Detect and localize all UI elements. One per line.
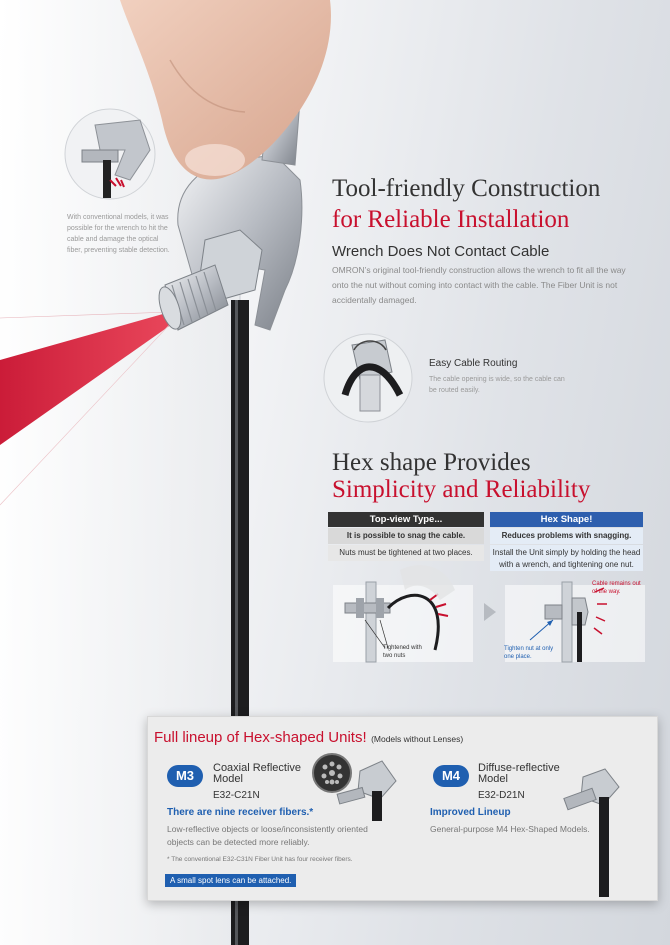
section2-title-line1: Hex shape Provides bbox=[332, 449, 531, 476]
m3-badge: M3 bbox=[167, 765, 203, 787]
m3-lens-tag: A small spot lens can be attached. bbox=[165, 874, 296, 887]
lineup-title: Full lineup of Hex-shaped Units! bbox=[154, 729, 367, 746]
routing-title: Easy Cable Routing bbox=[429, 358, 518, 369]
m3-product-illustration bbox=[310, 751, 400, 821]
top-view-row2: Nuts must be tightened at two places. bbox=[328, 545, 484, 561]
hex-callout-bottom: Tighten nut at only one place. bbox=[504, 646, 554, 660]
top-view-callout: Tightened with two nuts bbox=[383, 645, 422, 659]
m3-footnote: * The conventional E32-C31N Fiber Unit has four receiver fibers. bbox=[167, 856, 353, 863]
m3-heading: There are nine receiver fibers.* bbox=[167, 807, 314, 818]
routing-body: The cable opening is wide, so the cable can be routed easily. bbox=[429, 376, 565, 394]
m4-name-line1: Diffuse-reflective bbox=[478, 762, 560, 774]
top-view-header: Top-view Type... bbox=[328, 512, 484, 527]
m4-body: General-purpose M4 Hex-Shaped Models. bbox=[430, 824, 590, 834]
m3-name-line1: Coaxial Reflective bbox=[213, 762, 302, 774]
lineup-panel bbox=[147, 716, 658, 901]
m3-code: E32-C21N bbox=[213, 790, 260, 801]
m4-badge: M4 bbox=[433, 765, 469, 787]
lineup-heading bbox=[154, 729, 463, 747]
hex-shape-row2: Install the Unit simply by holding the head with a wrench, and tightening one nut. bbox=[490, 545, 643, 571]
section2-title-line2: Simplicity and Reliability bbox=[332, 476, 591, 503]
section1-title-line1: Tool-friendly Construction bbox=[332, 175, 601, 202]
m4-code: E32-D21N bbox=[478, 790, 525, 801]
inset-note: With conventional models, it was possible for the wrench to hit the cable and damage the optical fiber, preventing stable detection. bbox=[67, 214, 170, 254]
top-view-row1: It is possible to snag the cable. bbox=[328, 528, 484, 544]
lineup-title-note: (Models without Lenses) bbox=[371, 734, 464, 744]
hex-callout-top: Cable remains out of the way. bbox=[592, 581, 641, 595]
section1-subtitle: Wrench Does Not Contact Cable bbox=[332, 243, 550, 260]
m4-name-line2: Model bbox=[478, 773, 508, 785]
m4-heading: Improved Lineup bbox=[430, 807, 511, 818]
arrow-right-icon bbox=[484, 603, 496, 621]
section1-body: OMRON’s original tool-friendly construction allows the wrench to fit all the way onto the nut without coming into contact with the cable. The Fiber Unit is not accidentally damaged. bbox=[332, 265, 626, 305]
m3-body: Low-reflective objects or loose/inconsistently oriented objects can be detected more reliably. bbox=[167, 824, 368, 847]
m3-name-line2: Model bbox=[213, 773, 243, 785]
hex-shape-row1: Reduces problems with snagging. bbox=[490, 528, 643, 544]
wrench-inset-icon bbox=[65, 109, 155, 199]
cable-routing-icon bbox=[324, 334, 412, 422]
hex-shape-header: Hex Shape! bbox=[490, 512, 643, 527]
section1-title-line2: for Reliable Installation bbox=[332, 206, 570, 233]
